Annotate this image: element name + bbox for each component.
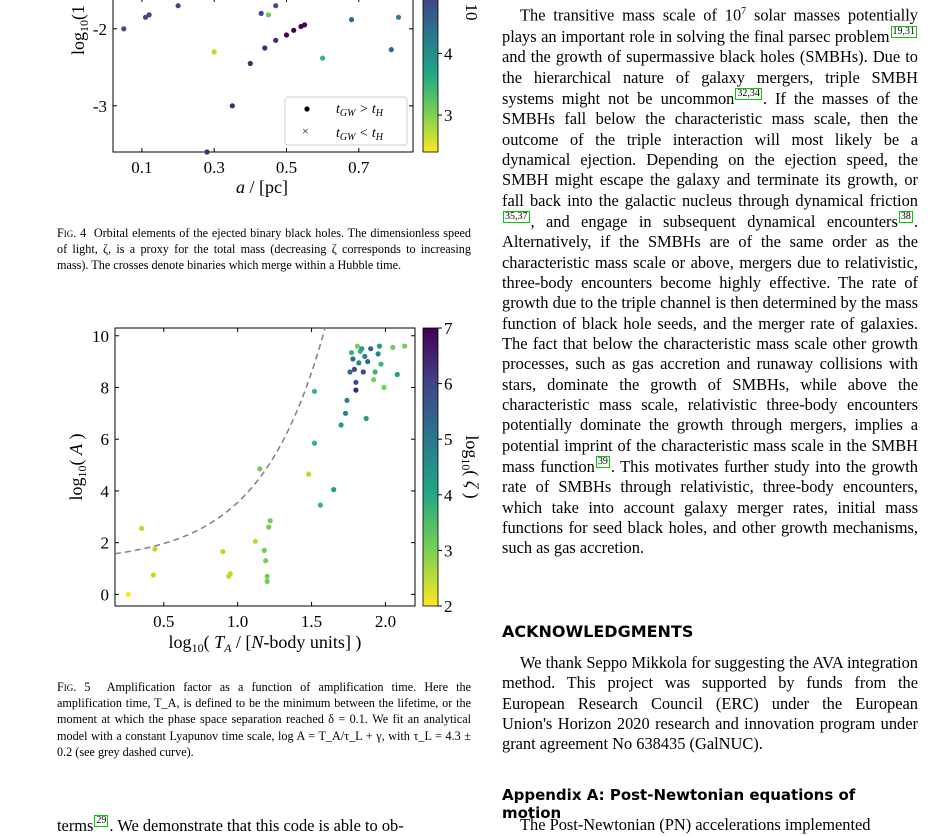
data-point	[389, 47, 394, 52]
fig5-chart	[40, 310, 500, 660]
data-point	[121, 26, 126, 31]
data-point	[312, 441, 317, 446]
colorbar-tick-label: 5	[444, 430, 453, 450]
citation-link[interactable]: 39	[597, 456, 608, 468]
x-tick-label: 0.5	[153, 612, 175, 631]
fig5-axes	[92, 327, 415, 631]
fig4-axes	[93, 0, 413, 177]
x-tick-label: 0.3	[203, 158, 225, 177]
data-point	[349, 17, 354, 22]
data-point	[284, 32, 289, 37]
y-tick-label: 10	[92, 326, 109, 346]
data-point	[390, 345, 395, 350]
fig4-colorbar-label: 10	[462, 3, 481, 21]
left-bottom-pre: terms	[57, 816, 94, 835]
citation-link[interactable]: 29	[96, 815, 107, 826]
colorbar-tick-label: 2	[444, 597, 453, 616]
fig4-x-label: a / [pc]	[236, 177, 288, 197]
x-tick-label: 1.0	[227, 612, 249, 631]
data-point	[126, 592, 131, 597]
acknowledgments-body: We thank Seppo Mikkola for suggesting the AVA integration method. This project was supported by funds from the European Research Council (ERC) under the European Union's Horizon 2020 research and innovation program under grant agreement No 638435 (GalNUC).	[502, 653, 918, 754]
fig5-colorbar	[423, 328, 438, 606]
colorbar-tick-label: 4	[444, 485, 453, 505]
data-point	[371, 377, 376, 382]
y-tick-label: 0	[100, 585, 109, 605]
fig5-caption-label: Fig. 5	[57, 680, 91, 694]
data-point	[356, 360, 361, 365]
data-point	[318, 503, 323, 508]
data-point	[273, 38, 278, 43]
data-point	[204, 149, 209, 154]
acknowledgments-heading: ACKNOWLEDGMENTS	[502, 622, 694, 641]
data-point	[302, 22, 307, 27]
fig5-caption	[57, 679, 471, 760]
citation-link[interactable]: 38	[900, 210, 911, 222]
appendix-heading: Appendix A: Post-Newtonian equations of motion	[502, 786, 856, 822]
data-point	[253, 539, 258, 544]
data-point	[361, 369, 366, 374]
data-point	[306, 472, 311, 477]
data-point	[151, 572, 156, 577]
fig5-colorbar-ticks	[438, 319, 453, 616]
data-point	[268, 518, 273, 523]
colorbar-tick-label: 7	[444, 319, 453, 338]
data-point	[248, 61, 253, 66]
left-bottom-text	[57, 815, 471, 836]
x-tick-label: 0.7	[348, 158, 370, 177]
citation-link[interactable]: 19,31	[892, 25, 915, 37]
para-text-3: and the growth of supermassive black holes (SMBHs). Due to the hierarchical nature of galaxy mergers, triple SMBH systems might not be uncommon	[502, 47, 918, 108]
y-tick-label: 4	[100, 481, 109, 501]
y-tick-label: 8	[100, 378, 109, 398]
fig4-colorbar-ticks	[438, 44, 453, 125]
fig4-caption-label: Fig. 4	[57, 226, 87, 240]
fig5-caption-text: Amplification factor as a function of amplification time. Here the amplification time, T_A, is defined to be the minimum between the lifetime, or the moment at which the phase space separation reached δ = 0.1. We fit an analytical model with a constant Lyapunov time scale, log A = T_A/τ_L + γ, with τ_L = 4.3 ± 0.2 (see grey dashed curve).	[57, 680, 471, 759]
fig4-legend	[285, 97, 407, 145]
data-point	[362, 354, 367, 359]
data-point	[265, 579, 270, 584]
x-tick-label: 1.5	[300, 612, 323, 631]
data-point	[396, 15, 401, 20]
data-point	[376, 351, 381, 356]
y-tick-label: -3	[92, 96, 107, 116]
data-point	[355, 344, 360, 349]
para-text-2: solar masses potentially plays an important role in solving the final parsec problem	[502, 5, 918, 46]
data-point	[212, 49, 217, 54]
data-point	[263, 558, 268, 563]
data-point	[226, 574, 231, 579]
data-point	[273, 3, 278, 8]
appendix-body: The Post-Newtonian (PN) accelerations implemented	[520, 815, 871, 834]
data-point	[381, 385, 386, 390]
data-point	[312, 389, 317, 394]
data-point	[368, 346, 373, 351]
para-text-5: , and engage in subsequent dynamical encounters	[530, 211, 898, 231]
data-point	[320, 56, 325, 61]
colorbar-tick-label: 4	[444, 44, 453, 64]
para-text-6: . Alternatively, if the SMBHs are of the same order as the characteristic mass scale or above, mergers due to relativistic, three-body encounters become highly effective. The rate of growth due to the triple channel is then determined by the mass function of black hole seeds, and the merger rate of galaxies. The fact that below the characteristic mass scale other growth processes, such as gas accretion and runaway collisions with stars, dominate the growth of SMBHs, while above the characteristic mass scale, relativistic three-body encounters potentially dominate the growth through mergers, implies a potential imprint of the characteristic mass scale in the SMBH mass function	[502, 211, 918, 477]
data-point	[373, 369, 378, 374]
data-point	[402, 344, 407, 349]
fig5-colorbar-label: $\log_{10}$( ζ )	[459, 435, 482, 499]
fit-curve	[115, 328, 325, 554]
legend-label-2: $t_{GW} < t_H$	[336, 126, 384, 143]
data-point	[262, 45, 267, 50]
left-bottom-post: . We demonstrate that this code is able to ob-	[109, 816, 404, 835]
data-point	[220, 549, 225, 554]
data-point	[344, 398, 349, 403]
data-point	[230, 103, 235, 108]
data-point	[377, 344, 382, 349]
data-point	[139, 526, 144, 531]
data-point	[395, 372, 400, 377]
data-point	[147, 12, 152, 17]
data-point	[259, 11, 264, 16]
colorbar-tick-label: 3	[444, 106, 453, 126]
x-tick-label: 0.1	[131, 158, 153, 177]
citation-link[interactable]: 32,34	[737, 87, 760, 99]
data-point	[152, 547, 157, 552]
data-point	[378, 362, 383, 367]
data-point	[266, 525, 271, 530]
data-point	[364, 416, 369, 421]
para-sup: 7	[741, 6, 747, 17]
data-point	[291, 28, 296, 33]
data-point	[343, 411, 348, 416]
para-text-1: The transitive mass scale of 10	[520, 5, 742, 25]
acknowledgments-text	[502, 653, 918, 755]
data-point	[262, 548, 267, 553]
colorbar-tick-label: 6	[444, 374, 453, 394]
fig4-chart	[40, 0, 500, 205]
y-tick-label: 2	[100, 533, 109, 553]
y-tick-label: 6	[100, 430, 109, 450]
data-point	[265, 574, 270, 579]
main-paragraph	[502, 2, 918, 559]
y-tick-label: -2	[92, 19, 107, 39]
para-text-7: . This motivates further study into the growth rate of SMBHs through relativistic, three-body encounters, which take into account galaxy merger rates, initial mass functions for seed black holes, and other growth mechanisms, such as gas accretion.	[502, 457, 918, 558]
appendix-text	[502, 815, 918, 835]
data-point	[350, 356, 355, 361]
colorbar-tick-label: 3	[444, 541, 453, 561]
data-point	[176, 3, 181, 8]
data-point	[331, 487, 336, 492]
fig5-x-label: $\log_{10}$( $T_A$ / [N-body units] )	[168, 632, 362, 655]
fig4-colorbar	[423, 0, 438, 152]
fig4-caption-text: Orbital elements of the ejected binary black holes. The dimensionless speed of light, ζ, is a proxy for the total mass (decreasing ζ corresponds to increasing mass). The crosses denote binaries which merge within a Hubble time.	[57, 226, 471, 273]
data-point	[347, 369, 352, 374]
fig5-points	[126, 344, 408, 598]
data-point	[353, 380, 358, 385]
legend-dot-marker	[304, 106, 309, 111]
data-point	[339, 422, 344, 427]
fig5-axes-frame	[115, 328, 415, 606]
fig4-caption	[57, 225, 471, 274]
fig4-y-label: $\log_{10}(1$	[68, 4, 91, 56]
x-tick-label: 2.0	[374, 612, 397, 631]
fig5-y-label: $\log_{10}$( A )	[66, 433, 89, 501]
data-point	[352, 367, 357, 372]
data-point	[257, 466, 262, 471]
para-text-4: . If the masses of the SMBHs fall below the characteristic mass scale, then the outcome of the triple interaction will most likely be a dynamical ejection. Depending on the ejection speed, the SMBH might escape the galaxy and terminate its growth, or fall back into the galactic nucleus through dynamical friction	[502, 88, 919, 210]
x-tick-label: 0.5	[275, 158, 298, 177]
legend-label-1: $t_{GW} > t_H$	[336, 102, 384, 119]
data-point	[349, 350, 354, 355]
data-point	[359, 346, 364, 351]
data-point	[353, 388, 358, 393]
data-point	[266, 12, 271, 17]
data-point	[365, 359, 370, 364]
legend-cross-marker: ×	[302, 124, 309, 138]
citation-link[interactable]: 35,37	[505, 210, 528, 222]
